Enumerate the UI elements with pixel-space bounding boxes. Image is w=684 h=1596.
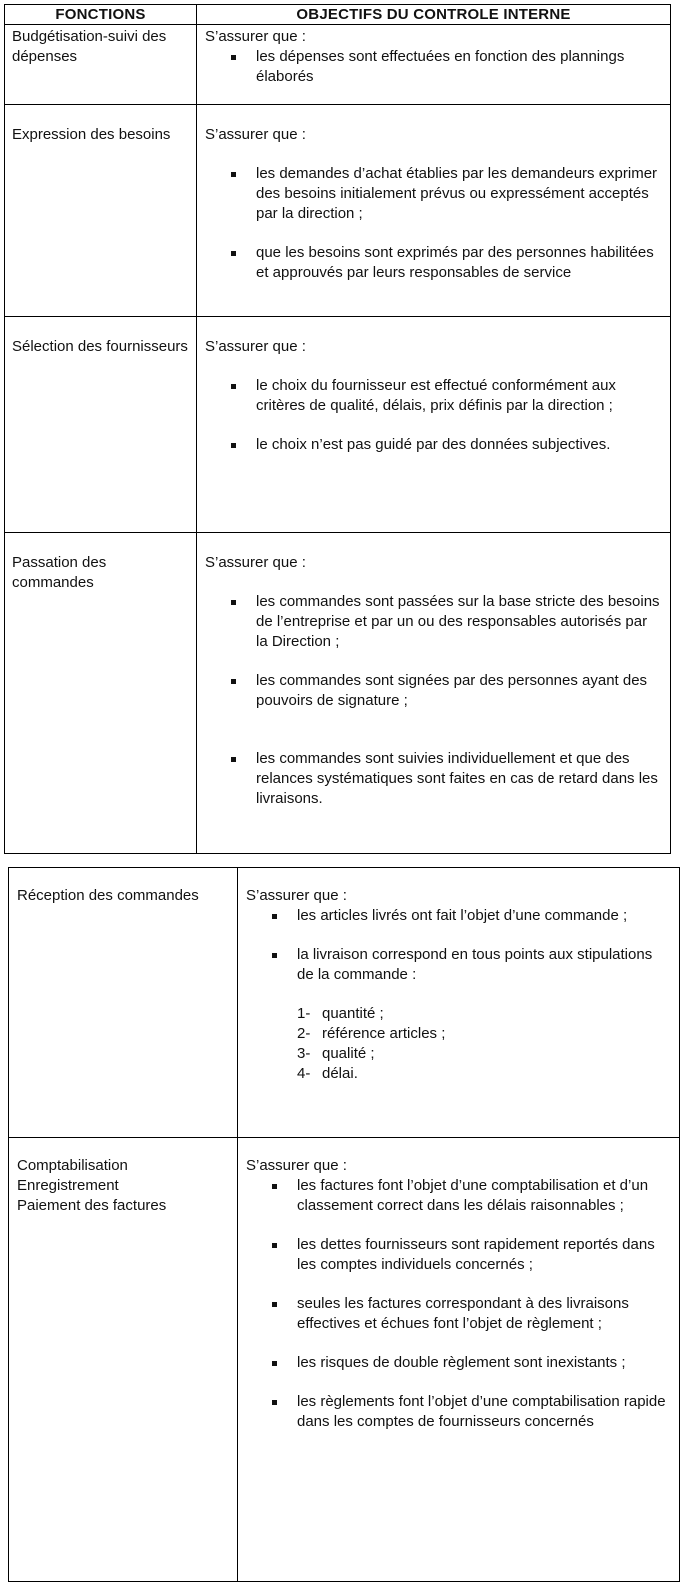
objective-intro: S’assurer que : [205,338,306,355]
criteria-item: 2- référence articles ; [297,1025,446,1042]
objective-item: les commandes sont signées par des personnes ayant des pouvoirs de signature ; [205,671,662,711]
function-cell [5,533,197,854]
function-label: Passation des commandes [12,554,107,591]
objective-intro: S’assurer que : [205,28,306,45]
function-label: Enregistrement [17,1177,119,1194]
objective-item: le choix n’est pas guidé par des données subjectives. [205,435,662,455]
objective-item: que les besoins sont exprimés par des personnes habilitées et approuvés par leurs responsables de service [205,243,662,283]
function-cell [5,25,197,105]
function-label: Comptabilisation [17,1157,128,1174]
square-bullet-icon [231,251,236,256]
objective-item: le choix du fournisseur est effectué conformément aux critères de qualité, délais, prix définis par la direction ; [205,376,662,416]
objectives-cell [197,317,671,533]
function-label: Expression des besoins [12,126,171,143]
criteria-item: 1- quantité ; [297,1005,384,1022]
square-bullet-icon [231,172,236,177]
objective-item: les articles livrés ont fait l’objet d’une commande ; [246,906,671,926]
function-label: Réception des commandes [17,887,199,904]
function-cell [5,105,197,317]
table-header-row [5,5,671,25]
objective-intro: S’assurer que : [246,1157,347,1174]
objective-item: les règlements font l’objet d’une comptabilisation rapide dans les comptes de fournisseurs concernés [246,1392,671,1432]
objective-item: la livraison correspond en tous points aux stipulations de la commande : [246,945,671,985]
objectives-cell [197,105,671,317]
square-bullet-icon [272,1243,277,1248]
square-bullet-icon [231,443,236,448]
internal-control-table-part1 [4,4,671,854]
objective-item: les commandes sont suivies individuellement et que des relances systématiques sont faites en cas de retard dans les livraisons. [205,749,662,809]
square-bullet-icon [231,679,236,684]
objective-item: seules les factures correspondant à des livraisons effectives et échues font l’objet de règlement ; [246,1294,671,1334]
square-bullet-icon [231,384,236,389]
objective-intro: S’assurer que : [246,887,347,904]
table-row [5,105,671,317]
function-cell [5,317,197,533]
square-bullet-icon [272,1361,277,1366]
square-bullet-icon [272,1184,277,1189]
objective-intro: S’assurer que : [205,126,306,143]
square-bullet-icon [272,953,277,958]
function-cell [9,1138,238,1582]
square-bullet-icon [231,600,236,605]
objective-item: les commandes sont passées sur la base stricte des besoins de l’entreprise et par un ou des responsables autorisés par la Direction ; [205,592,662,652]
square-bullet-icon [231,757,236,762]
objective-item: les factures font l’objet d’une comptabilisation et d’un classement correct dans les délais raisonnables ; [246,1176,671,1216]
table-row [5,25,671,105]
objectives-cell [197,25,671,105]
function-label: Paiement des factures [17,1197,167,1214]
objectives-cell [238,868,680,1138]
function-cell [9,868,238,1138]
criteria-item: 3- qualité ; [297,1045,375,1062]
criteria-item: 4- délai. [297,1065,358,1082]
square-bullet-icon [272,1302,277,1307]
header-objectives: OBJECTIFS DU CONTROLE INTERNE [197,5,671,25]
criteria-list [246,1004,671,1084]
square-bullet-icon [272,914,277,919]
objective-intro: S’assurer que : [205,554,306,571]
table-row [9,868,680,1138]
function-label: Sélection des fournisseurs [12,338,188,355]
square-bullet-icon [272,1400,277,1405]
table-row [5,317,671,533]
table-row [5,533,671,854]
table-row [9,1138,680,1582]
objective-item: les demandes d’achat établies par les demandeurs exprimer des besoins initialement prévus ou expressément acceptés par la direction ; [205,164,662,224]
objective-item: les dépenses sont effectuées en fonction des plannings élaborés [205,47,662,87]
objective-item: les risques de double règlement sont inexistants ; [246,1353,671,1373]
internal-control-table-part2 [8,867,680,1582]
objective-item: les dettes fournisseurs sont rapidement reportés dans les comptes individuels concernés ; [246,1235,671,1275]
square-bullet-icon [231,55,236,60]
objectives-cell [238,1138,680,1582]
objectives-cell [197,533,671,854]
function-label: Budgétisation-suivi des dépenses [12,28,167,65]
header-functions: FONCTIONS [5,5,197,25]
